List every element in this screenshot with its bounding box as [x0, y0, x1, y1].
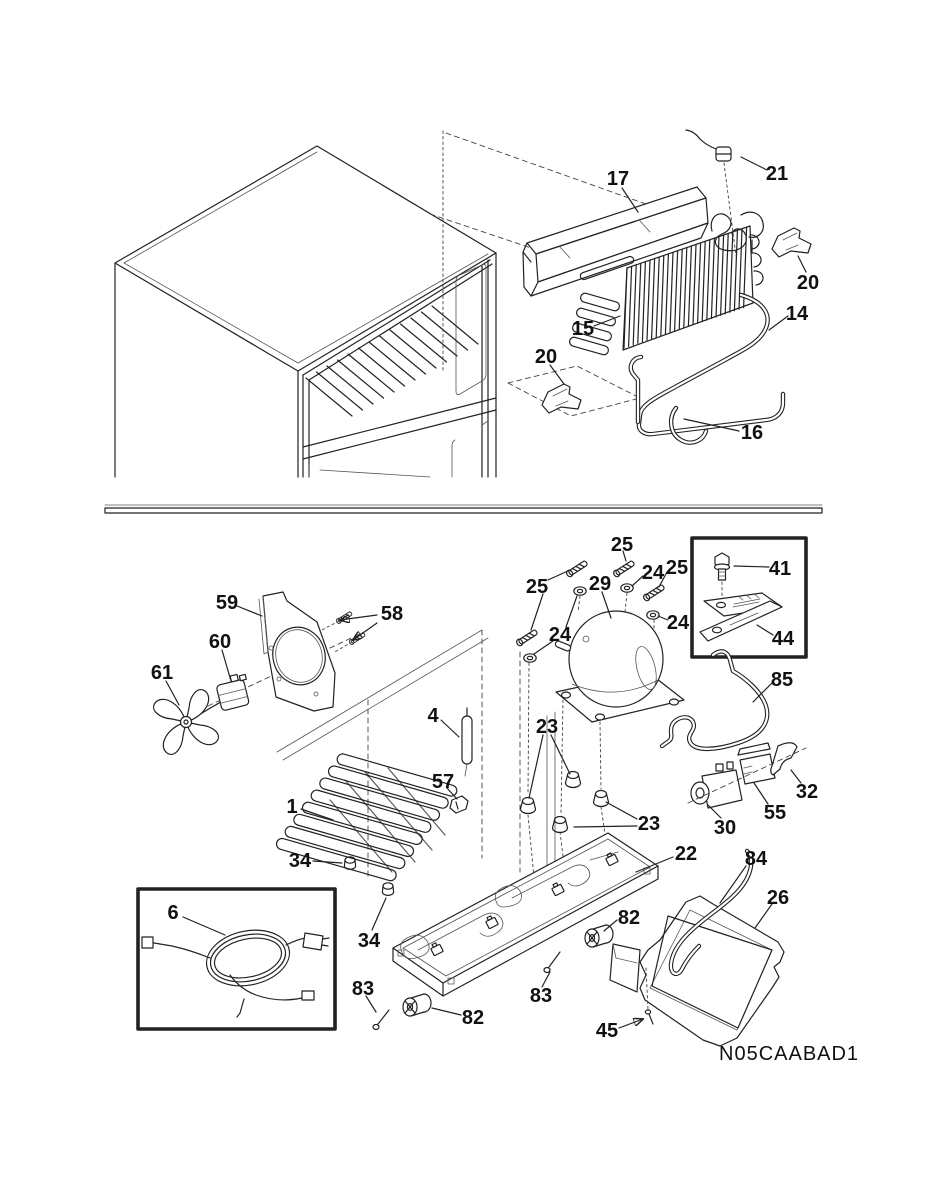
relay-30 — [691, 762, 742, 808]
callout-55: 55 — [763, 802, 787, 824]
callout-32: 32 — [795, 781, 819, 803]
grommets-23 — [521, 772, 609, 833]
fan-blade — [154, 690, 219, 755]
terminal-cover-32 — [771, 743, 797, 775]
callout-34-lower: 34 — [357, 930, 381, 952]
callout-59: 59 — [215, 592, 239, 614]
construction-lines — [208, 630, 555, 880]
callout-85: 85 — [770, 669, 794, 691]
callout-57: 57 — [431, 771, 455, 793]
callout-24-mid: 24 — [666, 612, 690, 634]
callout-58: 58 — [380, 603, 404, 625]
callout-20-left: 20 — [534, 346, 558, 368]
callout-26: 26 — [766, 887, 790, 909]
freezer-floor-fins — [306, 306, 478, 416]
lower-section — [138, 534, 859, 1065]
callout-24-top: 24 — [641, 562, 665, 584]
callout-41: 41 — [768, 558, 792, 580]
callout-15: 15 — [571, 318, 595, 340]
callout-6: 6 — [167, 902, 179, 924]
callout-45: 45 — [595, 1020, 619, 1042]
callout-16: 16 — [740, 422, 764, 444]
callout-29: 29 — [588, 573, 612, 595]
callout-34-upper: 34 — [288, 850, 312, 872]
section-divider — [105, 505, 822, 513]
overload-55 — [738, 743, 775, 784]
callout-83-right: 83 — [529, 985, 553, 1007]
callout-82-lower: 82 — [461, 1007, 485, 1029]
callout-84: 84 — [744, 848, 768, 870]
callout-25-left: 25 — [525, 576, 549, 598]
callout-21: 21 — [765, 163, 789, 185]
drier-4 — [462, 708, 472, 776]
callout-83-left: 83 — [351, 978, 375, 1000]
bracket-20-left — [542, 384, 581, 413]
callout-61: 61 — [150, 662, 174, 684]
fan-shroud — [259, 592, 335, 711]
compressor — [554, 611, 684, 722]
callout-25-right: 25 — [665, 557, 689, 579]
callout-23-upper: 23 — [535, 716, 559, 738]
callout-20-right: 20 — [796, 272, 820, 294]
callout-4: 4 — [427, 705, 439, 727]
callout-22: 22 — [674, 843, 698, 865]
upper-section — [115, 130, 819, 477]
callout-17: 17 — [606, 168, 630, 190]
diagram-code: N05CAABAD1 — [719, 1043, 860, 1065]
callout-30: 30 — [713, 817, 737, 839]
callout-24-left: 24 — [548, 624, 572, 646]
callout-14: 14 — [785, 303, 809, 325]
callout-23-lower: 23 — [637, 813, 661, 835]
callout-1: 1 — [286, 796, 298, 818]
callout-82-upper: 82 — [617, 907, 641, 929]
callout-44: 44 — [771, 628, 795, 650]
callout-25-top: 25 — [610, 534, 634, 556]
refrigerator-cabinet — [115, 131, 496, 477]
clip-57 — [450, 796, 468, 813]
bracket-20-right — [772, 228, 811, 257]
callout-60: 60 — [208, 631, 232, 653]
